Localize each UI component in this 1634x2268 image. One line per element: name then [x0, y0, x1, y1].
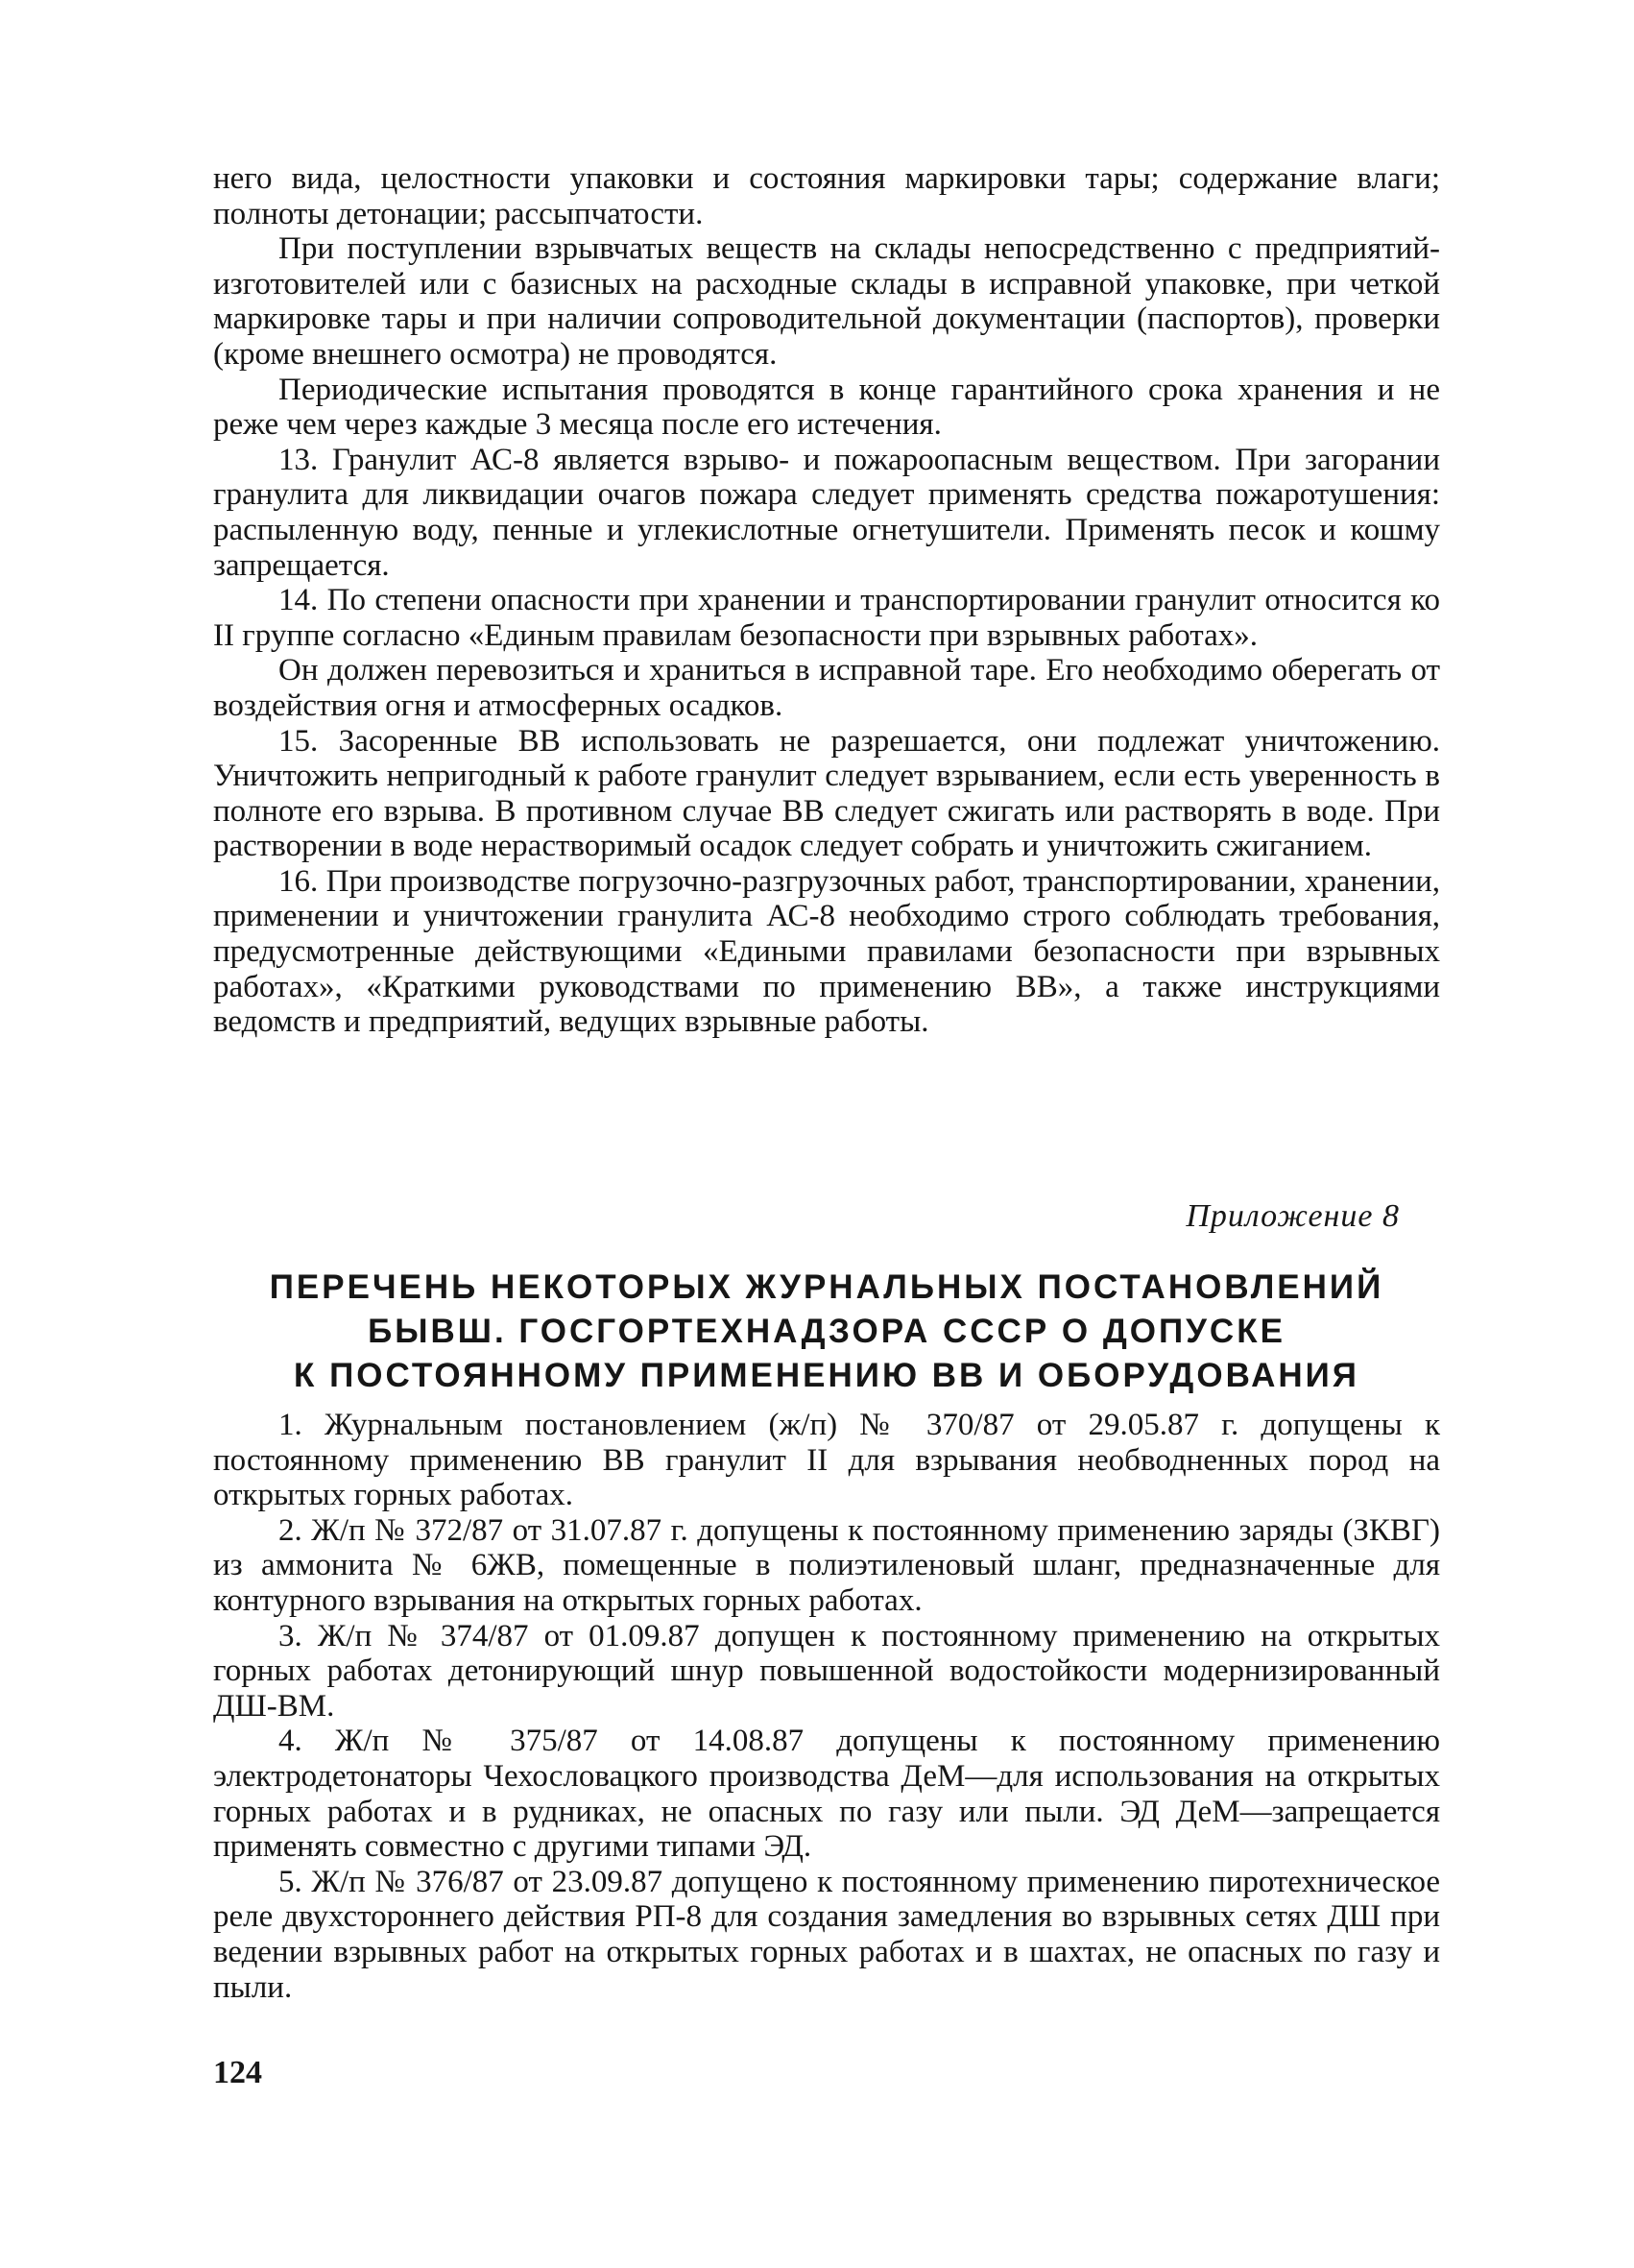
page-number: 124 — [213, 2055, 262, 2090]
list-item: 4. Ж/п № 375/87 от 14.08.87 допущены к постоянному применению электродетонаторы Чехословацкого производства ДеМ—для использования на открытых горных работах и в рудниках, не опасных по газу или пыли. ЭД ДеМ—запрещается применять совместно с другими типами ЭД. — [213, 1724, 1440, 1865]
paragraph-continuation: него вида, целостности упаковки и состояния маркировки тары; содержание влаги; полноты детонации; рассыпчатости. — [213, 161, 1440, 231]
list-item: 2. Ж/п № 372/87 от 31.07.87 г. допущены к постоянному применению заряды (ЗКВГ) из аммонита № 6ЖВ, помещенные в полиэтиленовый шланг, предназначенные для контурного взрывания на открытых горных работах. — [213, 1512, 1440, 1618]
list-item: 1. Журнальным постановлением (ж/п) № 370/87 от 29.05.87 г. допущены к постоянному применению ВВ гранулит II для взрывания необводненных пород на открытых горных работах. — [213, 1408, 1440, 1513]
paragraph-item-14: 14. По степени опасности при хранении и транспортировании гранулит относится ко II группе согласно «Единым правилам безопасности при взрывных работах». — [213, 583, 1440, 653]
list-item: 3. Ж/п № 374/87 от 01.09.87 допущен к постоянному применению на открытых горных работах детонирующий шнур повышенной водостойкости модернизированный ДШ-ВМ. — [213, 1618, 1440, 1724]
paragraph-item-16: 16. При производстве погрузочно-разгрузочных работ, транспортировании, хранении, применении и уничтожении гранулита АС-8 необходимо строго соблюдать требования, предусмотренные действующими «Едиными правилами безопасности при взрывных работах», «Краткими руководствами по применению ВВ», а также инструкциями ведомств и предприятий, ведущих взрывные работы. — [213, 863, 1440, 1040]
appendix-title-line: К ПОСТОЯННОМУ ПРИМЕНЕНИЮ ВВ И ОБОРУДОВАНИЯ — [294, 1357, 1359, 1394]
paragraph: При поступлении взрывчатых веществ на склады непосредственно с предприятий-изготовителей или с базисных на расходные склады в исправной упаковке, при четкой маркировке тары и при наличии сопроводительной документации (паспортов), проверки (кроме внешнего осмотра) не проводятся. — [213, 231, 1440, 372]
appendix-title-line: ПЕРЕЧЕНЬ НЕКОТОРЫХ ЖУРНАЛЬНЫХ ПОСТАНОВЛЕНИЙ — [269, 1268, 1384, 1306]
appendix-title — [213, 1266, 1440, 1398]
appendix-title-line: БЫВШ. ГОСГОРТЕХНАДЗОРА СССР О ДОПУСКЕ — [368, 1313, 1286, 1350]
paragraph: Периодические испытания проводятся в конце гарантийного срока хранения и не реже чем через каждые 3 месяца после его истечения. — [213, 372, 1440, 443]
appendix-label: Приложение 8 — [1186, 1198, 1400, 1234]
paragraph-item-13: 13. Гранулит АС-8 является взрыво- и пожароопасным веществом. При загорании гранулита для ликвидации очагов пожара следует применять средства пожаротушения: распыленную воду, пенные и углекислотные огнетушители. Применять песок и кошму запрещается. — [213, 442, 1440, 583]
paragraph: Он должен перевозиться и храниться в исправной таре. Его необходимо оберегать от воздействия огня и атмосферных осадков. — [213, 653, 1440, 723]
appendix-list — [213, 1408, 1440, 2005]
list-item: 5. Ж/п № 376/87 от 23.09.87 допущено к постоянному применению пиротехническое реле двухстороннего действия РП-8 для создания замедления во взрывных сетях ДШ при ведении взрывных работ на открытых горных работах и в шахтах, не опасных по газу и пыли. — [213, 1864, 1440, 2005]
top-text-block — [213, 161, 1440, 1040]
paragraph-item-15: 15. Засоренные ВВ использовать не разрешается, они подлежат уничтожению. Уничтожить непригодный к работе гранулит следует взрыванием, если есть уверенность в полноте его взрыва. В противном случае ВВ следует сжигать или растворять в воде. При растворении в воде нерастворимый осадок следует собрать и уничтожить сжиганием. — [213, 723, 1440, 864]
